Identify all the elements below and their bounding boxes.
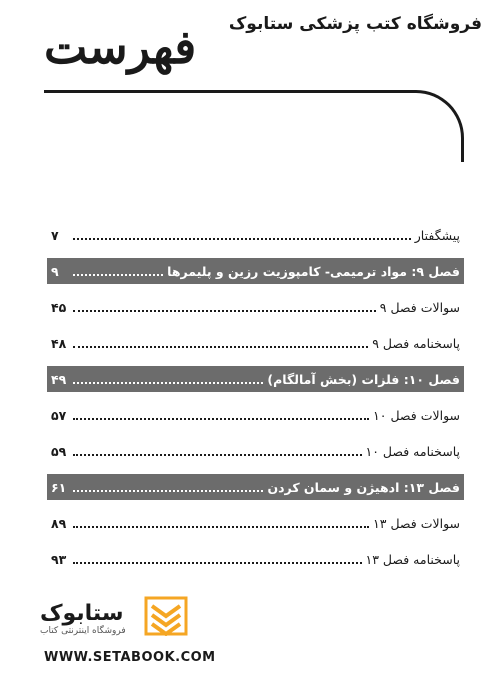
toc-label: پاسخنامه فصل ۹ <box>372 335 460 351</box>
logo-name: ستابوک <box>40 600 124 626</box>
toc-page-number: ۴۸ <box>51 335 67 351</box>
toc-row-answers-9[interactable] <box>47 330 464 356</box>
toc-label: سوالات فصل ۱۰ <box>373 407 460 423</box>
toc-label: فصل ۱۳: ادهیژن و سمان کردن <box>267 479 460 495</box>
chevron-stack-logo-icon <box>144 596 188 640</box>
toc-page-number: ۸۹ <box>51 515 67 531</box>
toc-label: سوالات فصل ۱۳ <box>373 515 460 531</box>
title-frame-line <box>44 90 464 162</box>
toc-row-questions-10[interactable] <box>47 402 464 428</box>
toc-page-number: ۹۳ <box>51 551 67 567</box>
toc-page-number: ۴۹ <box>51 371 67 387</box>
logo-tagline: فروشگاه اینترنتی کتاب <box>40 625 126 636</box>
toc-row-preface[interactable] <box>47 222 464 248</box>
table-of-contents <box>47 222 464 582</box>
toc-row-questions-9[interactable] <box>47 294 464 320</box>
toc-page-number: ۴۵ <box>51 299 67 315</box>
toc-page-number: ۵۹ <box>51 443 67 459</box>
store-name: فروشگاه کتب پزشکی ستابوک <box>228 14 482 34</box>
toc-label: فصل ۹: مواد ترمیمی- کامپوزیت رزین و پلیمرها <box>167 263 460 279</box>
toc-label: پاسخنامه فصل ۱۰ <box>365 443 460 459</box>
toc-leader-dots <box>73 454 362 456</box>
toc-page-number: ۷ <box>51 227 59 243</box>
toc-leader-dots <box>73 562 362 564</box>
toc-row-chapter-13[interactable] <box>47 474 464 500</box>
website-url[interactable]: WWW.SETABOOK.COM <box>44 650 216 665</box>
toc-leader-dots <box>73 526 369 528</box>
logo-wordmark <box>40 601 126 636</box>
toc-page-number: ۵۷ <box>51 407 67 423</box>
toc-leader-dots <box>73 418 369 420</box>
page-title: فهرست <box>44 20 197 74</box>
toc-row-chapter-10[interactable] <box>47 366 464 392</box>
toc-label: پیشگفتار <box>414 227 460 243</box>
toc-label: فصل ۱۰: فلزات (بخش آمالگام) <box>267 371 460 387</box>
toc-page-number: ۶۱ <box>51 479 67 495</box>
toc-label: پاسخنامه فصل ۱۳ <box>365 551 460 567</box>
toc-leader-dots <box>73 274 163 276</box>
toc-page-number: ۹ <box>51 263 59 279</box>
toc-leader-dots <box>73 238 411 240</box>
toc-label: سوالات فصل ۹ <box>379 299 460 315</box>
toc-row-chapter-9[interactable] <box>47 258 464 284</box>
toc-leader-dots <box>73 346 368 348</box>
toc-row-answers-10[interactable] <box>47 438 464 464</box>
toc-row-questions-13[interactable] <box>47 510 464 536</box>
toc-leader-dots <box>73 310 376 312</box>
toc-leader-dots <box>73 382 263 384</box>
toc-leader-dots <box>73 490 263 492</box>
setabook-logo[interactable] <box>40 596 220 640</box>
toc-row-answers-13[interactable] <box>47 546 464 572</box>
